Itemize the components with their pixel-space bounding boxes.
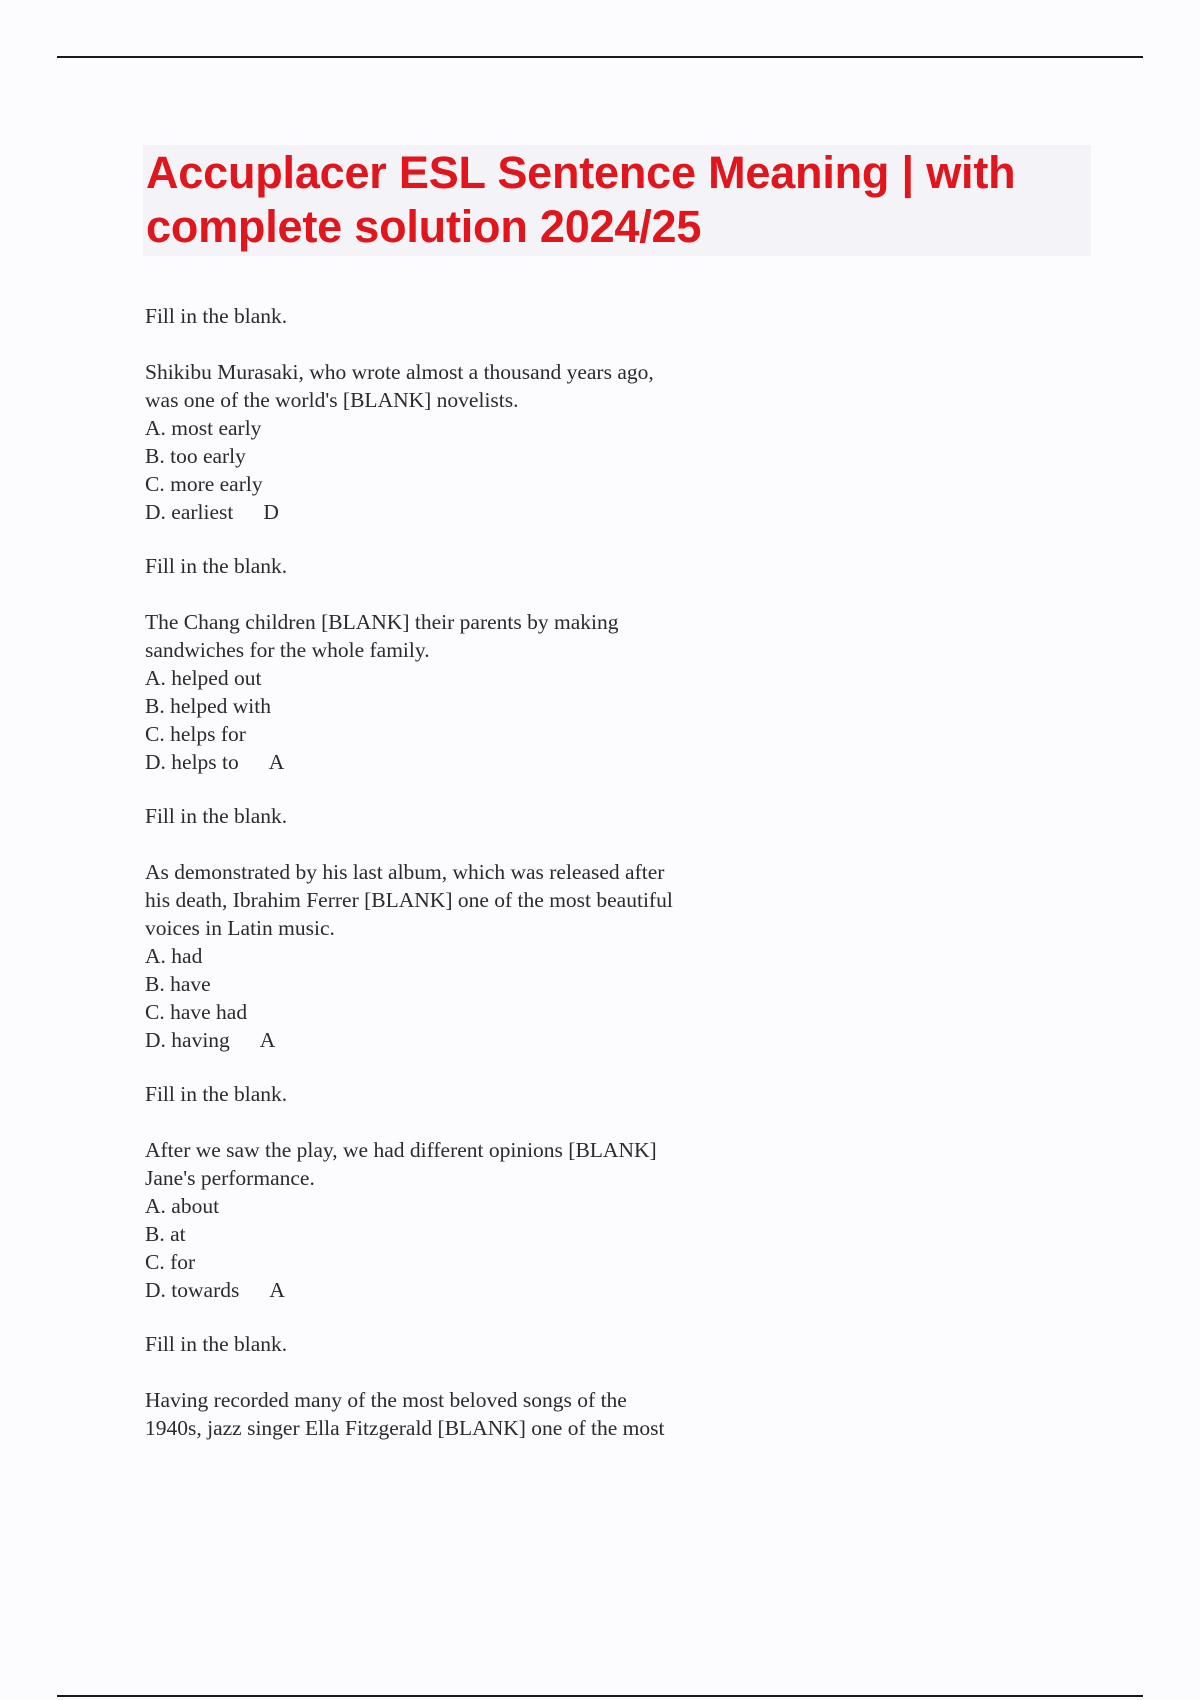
header-rule bbox=[57, 56, 1143, 58]
answer-option: C. more early bbox=[145, 472, 263, 496]
correct-answer: D bbox=[263, 500, 279, 524]
question-instruction: Fill in the blank. bbox=[145, 304, 288, 328]
document-body bbox=[145, 302, 785, 1442]
answer-option: B. helped with bbox=[145, 694, 271, 718]
question-instruction: Fill in the blank. bbox=[145, 1332, 288, 1356]
answer-option-last bbox=[145, 1276, 785, 1304]
question-block bbox=[145, 1330, 785, 1442]
question-instruction: Fill in the blank. bbox=[145, 1082, 288, 1106]
question-text: Shikibu Murasaki, who wrote almost a thousand years ago, was one of the world's [BLANK] novelists. bbox=[145, 360, 654, 412]
answer-option: C. helps for bbox=[145, 722, 246, 746]
correct-answer: A bbox=[268, 750, 285, 774]
answer-option: C. for bbox=[145, 1250, 196, 1274]
title-line-1: Accuplacer ESL Sentence Meaning | with bbox=[146, 147, 1016, 198]
answer-option-label: D. towards bbox=[145, 1278, 240, 1302]
question-block bbox=[145, 302, 785, 526]
answer-option: A. most early bbox=[145, 416, 262, 440]
answer-option: C. have had bbox=[145, 1000, 248, 1024]
question-instruction: Fill in the blank. bbox=[145, 554, 288, 578]
question-block bbox=[145, 552, 785, 776]
answer-option: A. about bbox=[145, 1194, 220, 1218]
question-text: After we saw the play, we had different opinions [BLANK] Jane's performance. bbox=[145, 1138, 657, 1190]
answer-option-label: D. earliest bbox=[145, 500, 234, 524]
answer-option-last bbox=[145, 1026, 785, 1054]
answer-option: A. had bbox=[145, 944, 203, 968]
question-instruction: Fill in the blank. bbox=[145, 804, 288, 828]
question-block bbox=[145, 802, 785, 1054]
answer-option: A. helped out bbox=[145, 666, 262, 690]
correct-answer: A bbox=[259, 1028, 276, 1052]
answer-option: B. too early bbox=[145, 444, 246, 468]
document-title bbox=[146, 145, 1091, 254]
answer-option-label: D. having bbox=[145, 1028, 230, 1052]
answer-option-last bbox=[145, 748, 785, 776]
question-block bbox=[145, 1080, 785, 1304]
question-text: Having recorded many of the most beloved songs of the 1940s, jazz singer Ella Fitzgerald [BLANK] one of the most bbox=[145, 1388, 665, 1440]
title-banner bbox=[143, 145, 1091, 256]
answer-option: B. at bbox=[145, 1222, 186, 1246]
question-text: The Chang children [BLANK] their parents by making sandwiches for the whole family. bbox=[145, 610, 619, 662]
answer-option: B. have bbox=[145, 972, 211, 996]
correct-answer: A bbox=[269, 1278, 285, 1302]
footer-rule bbox=[57, 1695, 1143, 1697]
answer-option-last bbox=[145, 498, 785, 526]
question-text: As demonstrated by his last album, which was released after his death, Ibrahim Ferrer [BLANK] one of the most beautiful voices in Latin music. bbox=[145, 860, 673, 940]
title-line-2: complete solution 2024/25 bbox=[146, 201, 702, 252]
answer-option-label: D. helps to bbox=[145, 750, 239, 774]
